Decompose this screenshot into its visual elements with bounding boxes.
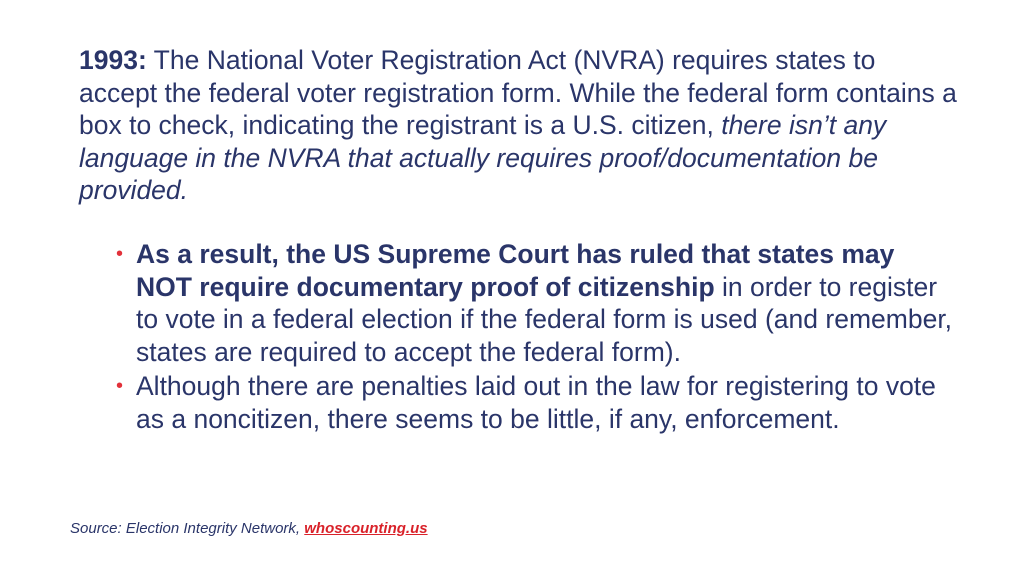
source-citation (70, 520, 428, 537)
intro-year-label: 1993: (79, 45, 147, 75)
bullet-list (116, 238, 956, 437)
source-prefix: Source: Election Integrity Network, (70, 520, 305, 537)
bullet-dot-icon: • (116, 375, 124, 397)
intro-paragraph (79, 44, 959, 207)
intro-italic-text: there isn’t any language in the NVRA that actually requires proof/documentation be provided. (79, 110, 887, 205)
bullet-item (116, 238, 956, 368)
intro-text: The National Voter Registration Act (NVRA) requires states to accept the federal voter registration form. While the federal form contains a box to check, indicating the registrant is a U.S. citizen, (79, 45, 957, 140)
bullet-text: Although there are penalties laid out in the law for registering to vote as a noncitizen, there seems to be little, if any, enforcement. (136, 371, 936, 434)
bullet-text: in order to register to vote in a federal election if the federal form is used (and remember, states are required to accept the federal form). (136, 271, 953, 367)
source-link[interactable]: whoscounting.us (304, 520, 428, 537)
bullet-item (116, 370, 956, 435)
bullet-dot-icon: • (116, 243, 124, 265)
bullet-bold-text: As a result, the US Supreme Court has ruled that states may NOT require documentary proof of citizenship (136, 239, 895, 302)
